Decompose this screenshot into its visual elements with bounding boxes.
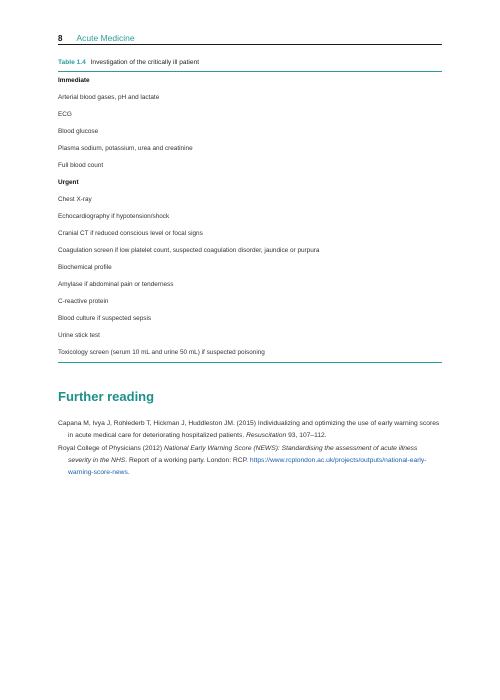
page-number: 8 [58, 34, 63, 43]
table-row: Coagulation screen if low platelet count, suspected coagulation disorder, jaundice or purpura [58, 247, 320, 254]
reference-text: . Report of a working party. London: RCP. [125, 457, 250, 464]
table-row: Chest X-ray [58, 196, 92, 203]
table-bottom-rule [58, 362, 442, 363]
table-row: Cranial CT if reduced conscious level or focal signs [58, 230, 203, 237]
table-body [58, 72, 442, 361]
table-row: Arterial blood gases, pH and lactate [58, 94, 160, 101]
further-reading-heading: Further reading [58, 389, 155, 404]
running-title: Acute Medicine [76, 33, 135, 43]
table-row: Urine stick test [58, 332, 100, 339]
table-row: Plasma sodium, potassium, urea and creatinine [58, 145, 193, 152]
running-header [58, 28, 442, 45]
table-row: Full blood count [58, 162, 104, 169]
table-row: Toxicology screen (serum 10 mL and urine 50 mL) if suspected poisoning [58, 349, 265, 356]
reference-item [58, 418, 442, 442]
reference-link[interactable]: https://www.rcplondon.ac.uk/projects/outputs/national-early-warning-score-news [68, 457, 427, 476]
table-row: Blood glucose [58, 128, 99, 135]
reference-list [58, 418, 442, 480]
table-caption-text: Investigation of the critically ill patient [90, 59, 200, 66]
reference-journal: Resuscitation [246, 432, 287, 439]
table-caption-label: Table 1.4 [58, 59, 86, 66]
table-row: Biochemical profile [58, 264, 112, 271]
table-row: Amylase if abdominal pain or tenderness [58, 281, 174, 288]
reference-text: Royal College of Physicians (2012) [58, 445, 164, 452]
table-row: ECG [58, 111, 72, 118]
investigations-table [58, 57, 442, 363]
table-caption [58, 57, 442, 69]
reference-text: . [127, 469, 130, 476]
table-row: C-reactive protein [58, 298, 109, 305]
reference-title: National Early Warning Score (NEWS): Standardising the assessment of acute illness severity in the NHS [68, 445, 418, 464]
reference-text: 93, 107–112. [286, 432, 327, 439]
reference-text: Capana M, Ivya J, Rohlederb T, Hickman J, Huddleston JM. (2015) Individualizing and optimizing the use of early warning scores in acute medical care for deteriorating hospitalized patients. [58, 420, 440, 439]
reference-item [58, 443, 442, 479]
table-section-heading: Urgent [58, 179, 79, 186]
table-section-heading: Immediate [58, 77, 90, 84]
table-row: Blood culture if suspected sepsis [58, 315, 152, 322]
table-row: Echocardiography if hypotension/shock [58, 213, 170, 220]
